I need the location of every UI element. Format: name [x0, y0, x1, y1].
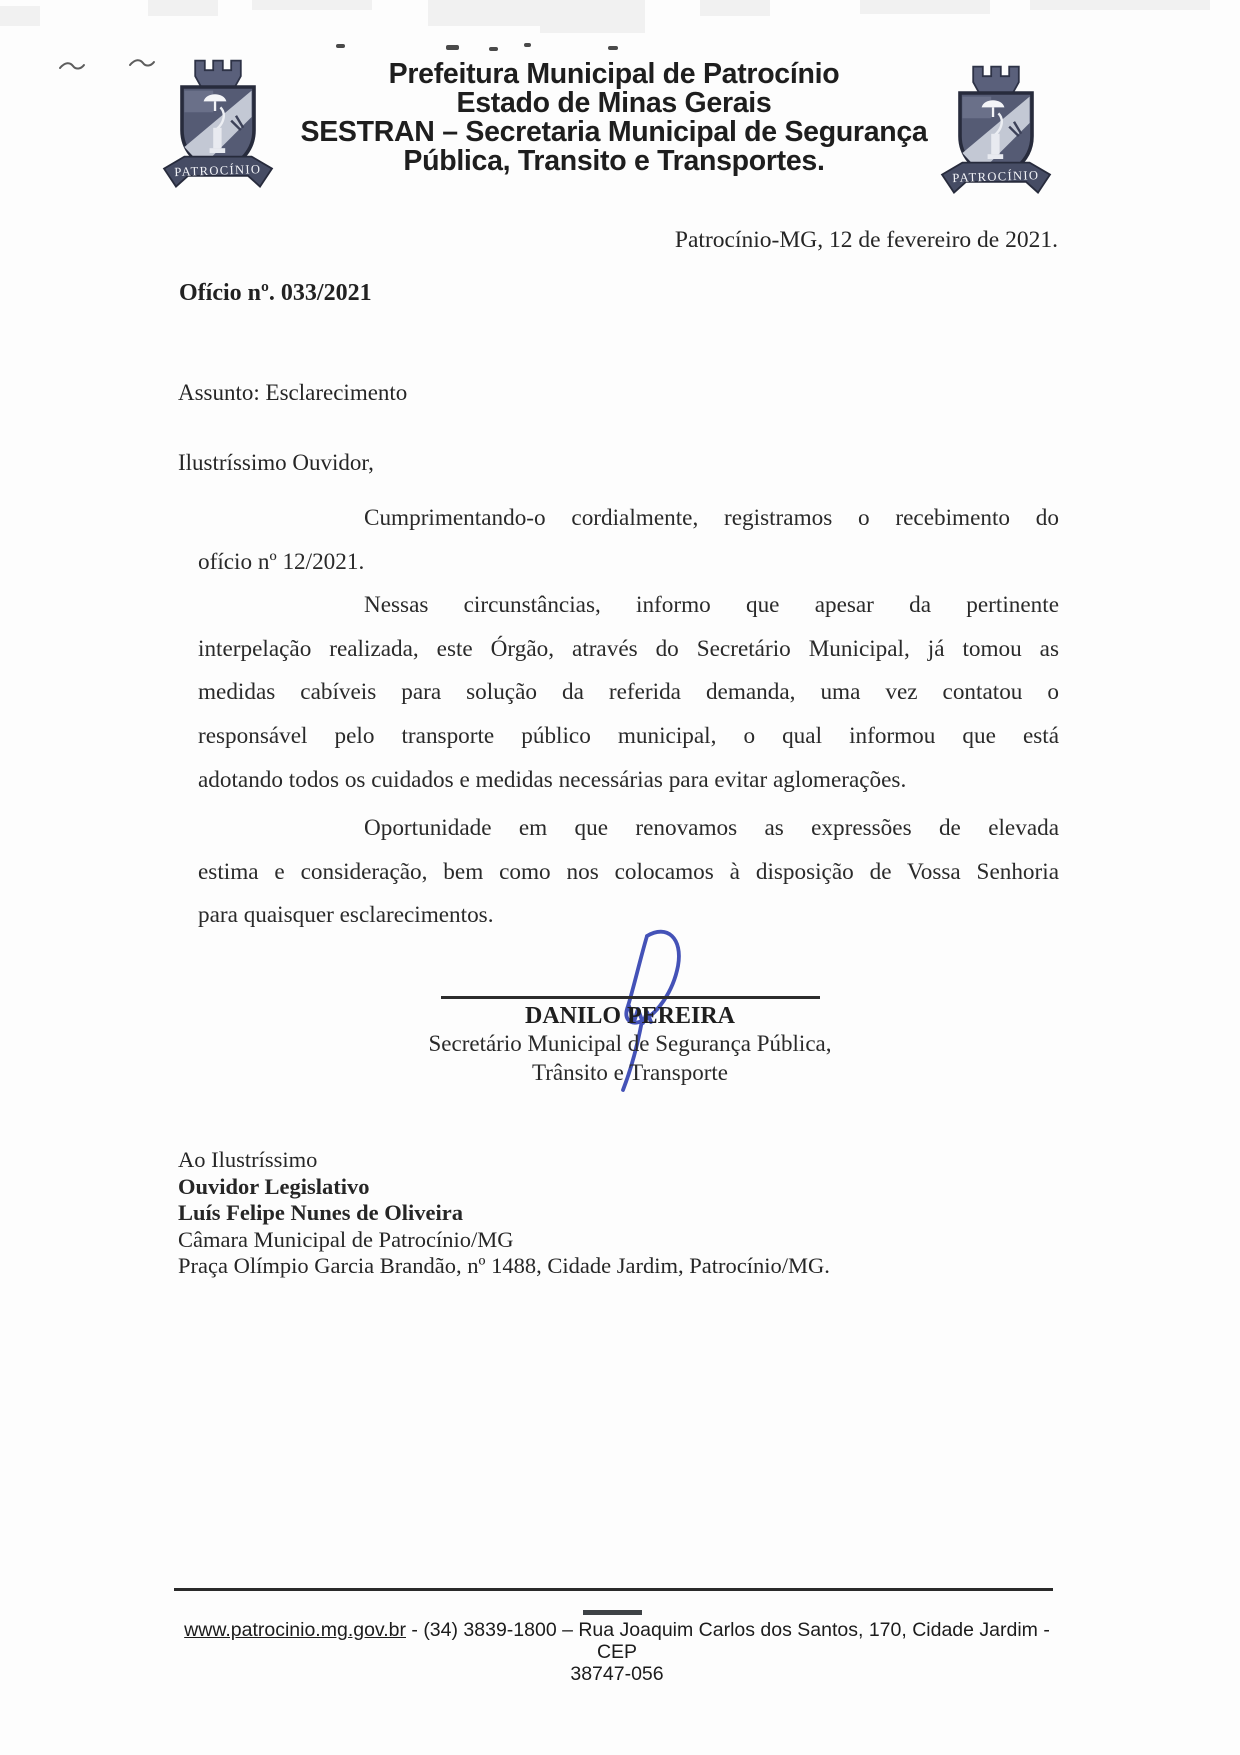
- body-line: Cumprimentando-o cordialmente, registramos o recebimento do: [364, 505, 1059, 531]
- emblem-banner-text: PATROCÍNIO: [174, 162, 262, 180]
- body-line: Oportunidade em que renovamos as expressões de elevada: [364, 815, 1059, 842]
- scan-artifact-blob: [540, 0, 645, 33]
- footer-contact-line1: [178, 1619, 1056, 1663]
- letterhead-line1: Prefeitura Municipal de Patrocínio: [388, 58, 840, 90]
- recipient-name: Luís Felipe Nunes de Oliveira: [178, 1200, 464, 1226]
- scan-artifact-blob: [700, 0, 770, 16]
- footer-contact: [178, 1619, 1056, 1685]
- scan-speck: [489, 47, 498, 51]
- pen-tilde-mark: [58, 58, 86, 74]
- oficio-number: Ofício nº. 033/2021: [179, 280, 372, 306]
- recipient-intro: Ao Ilustríssimo: [178, 1147, 318, 1172]
- scan-speck: [524, 43, 531, 47]
- body-line: medidas cabíveis para solução da referida demanda, uma vez contatou o: [198, 679, 1059, 706]
- body-line: responsável pelo transporte público municipal, o qual informou que está: [198, 722, 1059, 749]
- scan-artifact-blob: [860, 0, 990, 14]
- signatory-title-line1: Secretário Municipal de Segurança Pública,: [428, 1031, 832, 1056]
- scan-artifact-blob: [252, 0, 372, 10]
- letterhead: [282, 60, 946, 176]
- patrocinio-coat-of-arms-icon: [930, 56, 1062, 214]
- footer-contact-line2: 38747-056: [570, 1663, 664, 1685]
- scan-artifact-blob: [1030, 0, 1210, 10]
- footer-contact-rest: - (34) 3839-1800 – Rua Joaquim Carlos dos Santos, 170, Cidade Jardim - CEP: [405, 1619, 1050, 1663]
- body-line: ofício nº 12/2021.: [198, 548, 365, 575]
- subject-line: Assunto: Esclarecimento: [178, 380, 408, 405]
- emblem-banner-text: PATROCÍNIO: [952, 168, 1040, 186]
- recipient-institution: Câmara Municipal de Patrocínio/MG: [178, 1226, 514, 1252]
- scan-artifact-blob: [428, 0, 548, 26]
- body-line: adotando todos os cuidados e medidas necessárias para evitar aglomerações.: [198, 766, 907, 793]
- scan-speck: [608, 46, 618, 50]
- scan-artifact-blob: [0, 6, 40, 26]
- body-line: Nessas circunstâncias, informo que apesar da pertinente: [364, 592, 1059, 619]
- scan-speck: [446, 45, 459, 50]
- date-line: Patrocínio-MG, 12 de fevereiro de 2021.: [674, 227, 1058, 253]
- body-line: estima e consideração, bem como nos colocamos à disposição de Vossa Senhoria: [198, 858, 1059, 885]
- signature-block: [320, 1002, 940, 1087]
- body-line: para quaisquer esclarecimentos.: [198, 902, 494, 929]
- letterhead-line4: Pública, Transito e Transportes.: [403, 145, 825, 177]
- letterhead-line2: Estado de Minas Gerais: [456, 87, 772, 119]
- signature-line: [441, 996, 820, 999]
- scan-speck: [336, 44, 345, 48]
- scan-artifact-blob: [148, 0, 218, 16]
- recipient-address: Praça Olímpio Garcia Brandão, nº 1488, Cidade Jardim, Patrocínio/MG.: [178, 1253, 830, 1279]
- recipient-role: Ouvidor Legislativo: [178, 1173, 370, 1199]
- footer-short-mark: [583, 1610, 642, 1615]
- footer-divider: [174, 1588, 1053, 1591]
- letter-body: [198, 497, 1059, 938]
- body-line: interpelação realizada, este Órgão, através do Secretário Municipal, já tomou as: [198, 635, 1059, 662]
- salutation: Ilustríssimo Ouvidor,: [178, 450, 374, 475]
- recipient-block: [178, 1147, 830, 1280]
- signatory-title-line2: Trânsito e Transporte: [532, 1059, 728, 1085]
- patrocinio-coat-of-arms-icon: [152, 50, 284, 208]
- website-link[interactable]: www.patrocinio.mg.gov.br: [184, 1619, 406, 1641]
- signatory-name: DANILO PEREIRA: [524, 1003, 736, 1029]
- letterhead-line3: SESTRAN – Secretaria Municipal de Segurança: [300, 116, 928, 148]
